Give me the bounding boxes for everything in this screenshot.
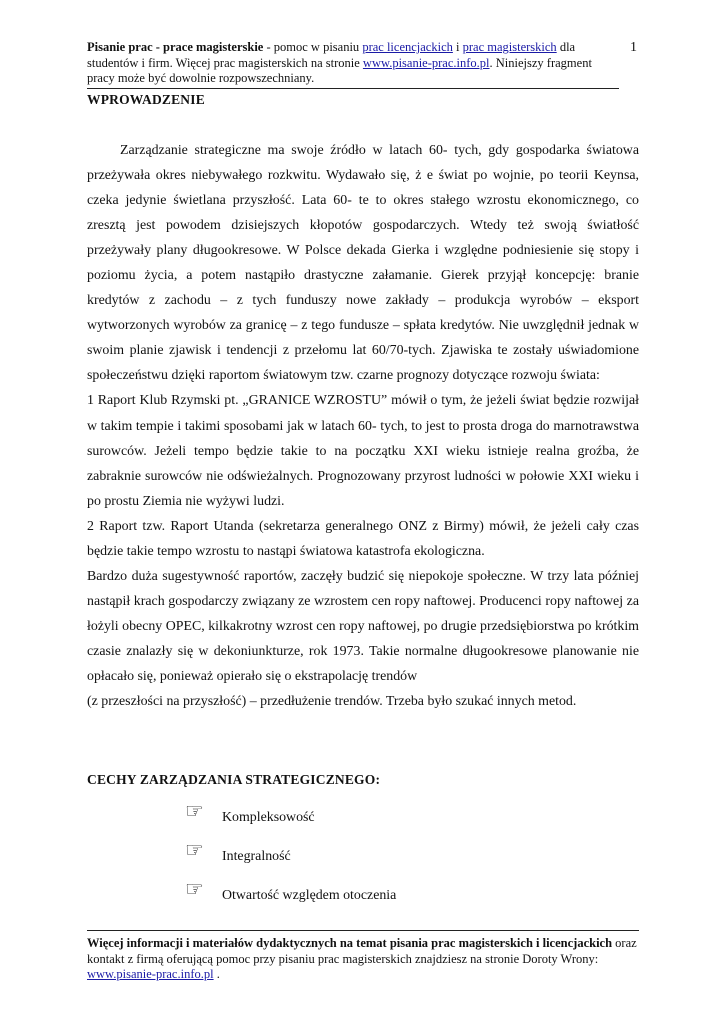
footer-text: oraz kontakt z firmą oferującą pomoc przy pisaniu prac magisterskich znajdziesz na stronie Doroty Wrony: [87, 936, 637, 966]
section-title-introduction: WPROWADZENIE [87, 92, 205, 107]
list-item [185, 839, 585, 878]
section-title-features: CECHY ZARZĄDZANIA STRATEGICZNEGO: [87, 772, 381, 787]
list-item [185, 878, 585, 917]
pointing-hand-icon: ☞ [185, 877, 204, 901]
footer-bold-text: Więcej informacji i materiałów dydaktycznych na temat pisania prac magisterskich i licencjackich [87, 936, 613, 950]
paragraph: (z przeszłości na przyszłość) – przedłużenie trendów. Trzeba było szukać innych metod. [87, 694, 577, 710]
paragraph: 1 Raport Klub Rzymski pt. „GRANICE WZROSTU” mówił o tym, że jeżeli świat będzie rozwijał w takim tempie i takimi sposobami jak w latach 60- tych, to jest to prosta droga do marnotrawstwa surowców. Jeżeli tempo będzie takie to na początku XXI wieku istnieje realna groźba, że zabraknie surowców nie odświeżalnych. Prognozowany przyrost ludności w połowie XXI wieku i po prostu Ziemia nie wyżywi ludzi. [87, 393, 639, 509]
feature-label: Integralność [222, 849, 291, 864]
feature-label: Otwartość względem otoczenia [222, 888, 397, 903]
page-footer [87, 930, 639, 983]
page-number: 1 [630, 40, 637, 55]
feature-label: Kompleksowość [222, 810, 315, 825]
paragraph: Bardzo duża sugestywność raportów, zaczęły budzić się niepokoje społeczne. W trzy lata później nastąpił krach gospodarczy związany ze wzrostem cen ropy naftowej. Producenci ropy naftowej za łożyli obecny OPEC, kilkakrotny wzrost cen ropy naftowej, po drugie przedsiębiorstwa po krótkim czasie znalazły się w dekoniunkturze, rok 1973. Takie normalne długookresowe planowanie nie opłacało się, ponieważ opierało się o ekstrapolację trendów [87, 568, 639, 684]
pointing-hand-icon: ☞ [185, 838, 204, 862]
header-text: . Niniejszy fragment pracy może być dowolnie rozpowszechniany. [87, 55, 592, 85]
body-text [87, 138, 639, 714]
paragraph: Zarządzanie strategiczne ma swoje źródło w latach 60- tych, gdy gospodarka światowa przeżywała okres niebywałego rozkwitu. Wydawało się, ż e świat po wojnie, po teorii Keynsa, czeka jedynie świetlana przyszłość. Lata 60- te to okres stałego wzrostu ekonomicznego, co zresztą jest powodem dzisiejszych kłopotów gospodarczych. Wtedy też swoją światłość przeżywały plany długookresowe. W Polsce dekada Gierka i względne podniesienie się stopy i poziomu życia, a potem nastąpiło drastyczne załamanie. Gierek przyjął koncepcję: branie kredytów z zachodu – z tych funduszy nowe zakłady – produkcja wyrobów – eksport wytworzonych wyrobów za granicę – z tego fundusze – spłata kredytów. Nie uwzględnił jednak w swoim planie zjawisk i tendencji z przełomu lat 60/70-tych. Zjawiska te zostały uświadomione społeczeństwu dzięki raportom światowym tzw. czarne prognozy dotyczące rozwoju świata: [87, 143, 639, 384]
link-website[interactable]: www.pisanie-prac.info.pl [362, 55, 490, 70]
pointing-hand-icon: ☞ [185, 799, 204, 823]
paragraph: 2 Raport tzw. Raport Utanda (sekretarza generalnego ONZ z Birmy) mówił, że jeżeli cały czas będzie takie tempo wzrostu to nastąpi światowa katastrofa ekologiczna. [87, 518, 639, 559]
features-list [185, 800, 585, 917]
header-title: Pisanie prac - prace magisterskie [87, 40, 264, 54]
link-prac-magisterskich[interactable]: prac magisterskich [462, 40, 557, 54]
header-text: - pomoc w pisaniu [263, 40, 363, 54]
footer-link-website[interactable]: www.pisanie-prac.info.pl [87, 967, 214, 981]
header-text: dla studentów i firm. Więcej prac magisterskich na stronie [87, 40, 576, 70]
header-text: i [452, 40, 463, 54]
footer-text: . [213, 967, 220, 981]
page-header [87, 40, 619, 89]
list-item [185, 800, 585, 839]
link-prac-licencjackich[interactable]: prac licencjackich [362, 40, 453, 54]
